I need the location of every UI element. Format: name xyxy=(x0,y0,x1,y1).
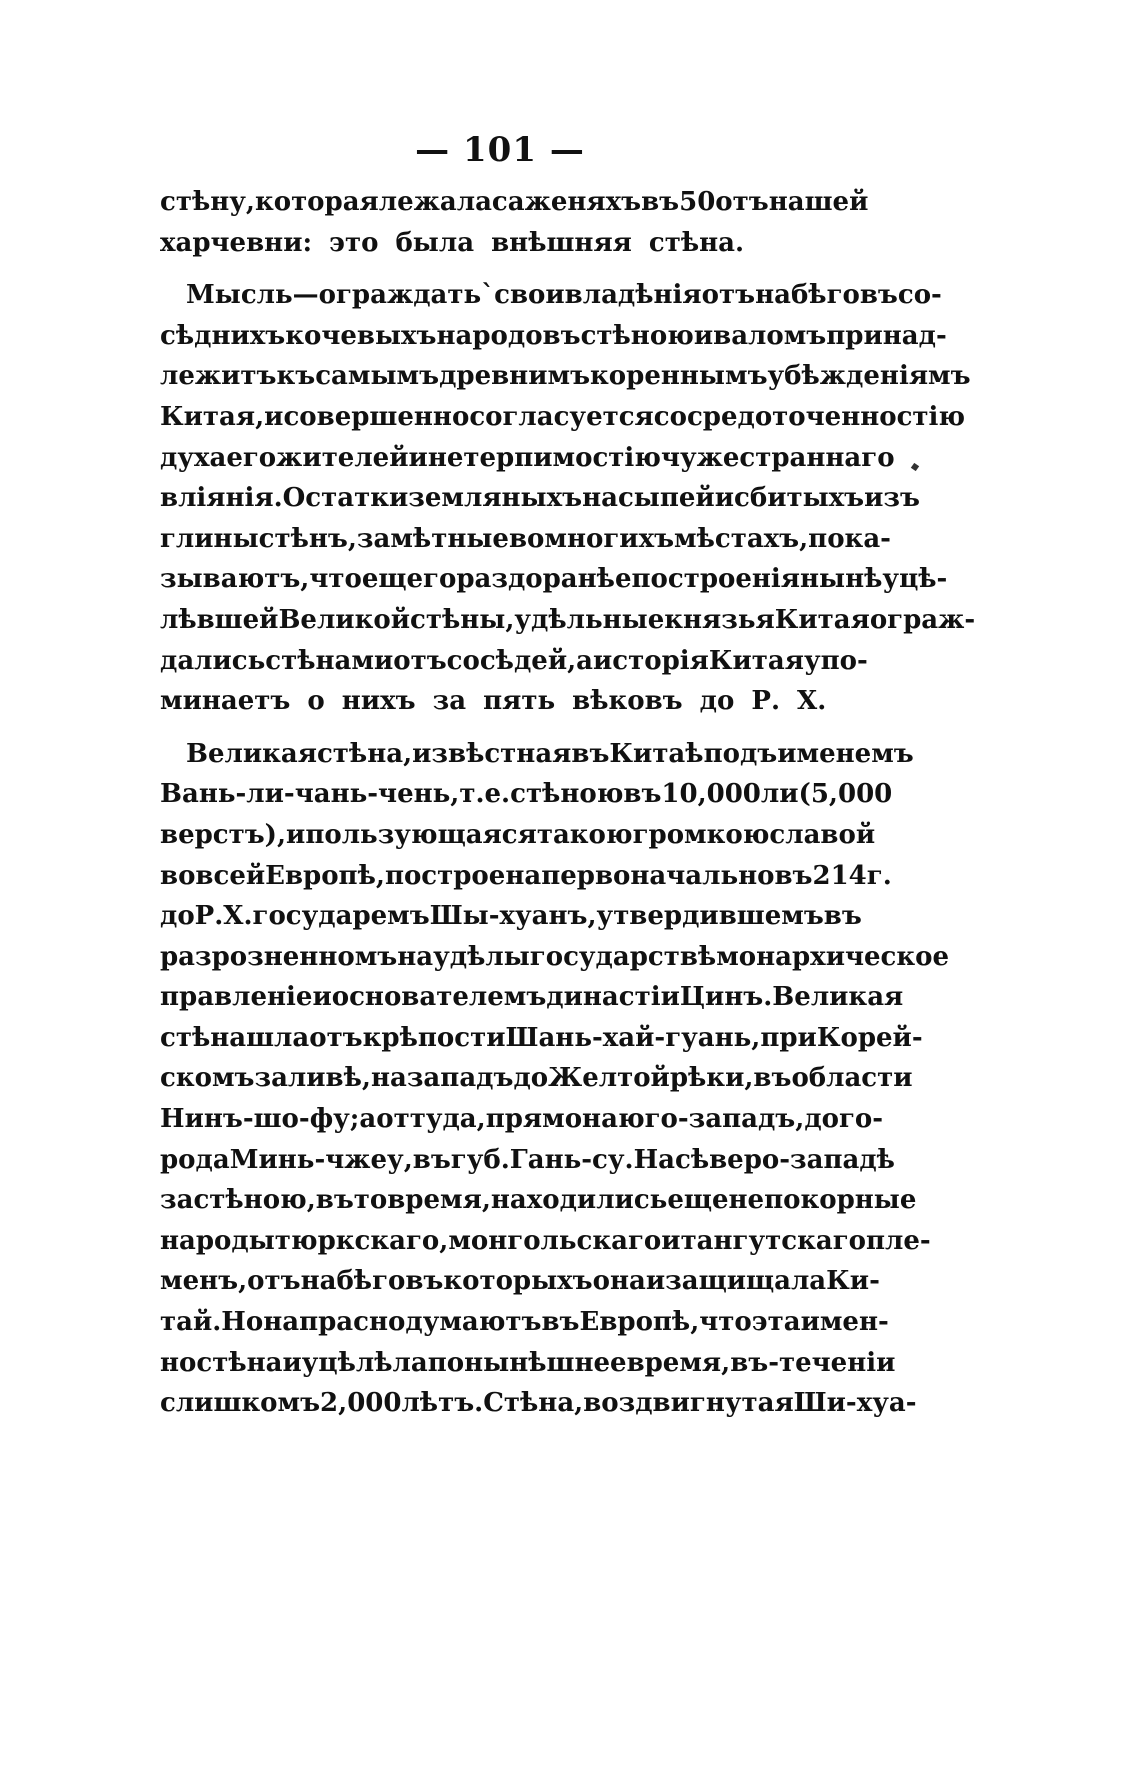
text-line: глины стѣнъ, замѣтные во многихъ мѣстахъ, пока- xyxy=(160,523,891,554)
text-line: рода Минь-чжеу, въ губ. Гань-су. На сѣверо-западѣ xyxy=(160,1144,895,1175)
text-line: до Р. Х. государемъ Шы-хуанъ, утвердившемъ въ xyxy=(160,901,862,932)
text-line: верстъ) , и пользующаяся такою громкою славой xyxy=(160,819,876,850)
text-line: Великая стѣна, извѣстная въ Китаѣ подъ именемъ xyxy=(186,738,914,769)
text-line: тай. Но напрасно думаютъ въ Европѣ, что эта имен- xyxy=(160,1307,889,1338)
text-line: стѣну, которая лежала саженяхъ въ 50 отъ нашей xyxy=(160,187,869,217)
text-line: харчевни: это была внѣшняя стѣна. xyxy=(160,227,745,258)
text-line: слишкомъ 2,000 лѣтъ. Стѣна, воздвигнутая Ши-хуа- xyxy=(160,1388,917,1419)
text-line: Нинъ-шо-фу; а оттуда, прямо на юго-западъ, до го- xyxy=(160,1104,884,1135)
text-line: скомъ заливѣ, на западъ до Желтой рѣки, въ области xyxy=(160,1063,913,1094)
text-line: Вань-ли-чань-чень, т. е. стѣною въ 10,000 ли (5,000 xyxy=(160,779,893,810)
text-line: Мысль—ограждать` свои владѣнія отъ набѣговъ со- xyxy=(186,280,942,311)
text-line: народы тюркскаго, монгольскаго и тангутскаго пле- xyxy=(160,1225,931,1256)
text-line: за стѣною, въ то время, находились еще непокорные xyxy=(160,1185,917,1216)
text-line: Китая, и совершенно согласуется со средоточенностію xyxy=(160,401,966,432)
text-line: духа его жителей и нетерпимостію чужестраннаго xyxy=(160,442,895,473)
text-line: лежитъ къ самымъ древнимъ кореннымъ убѣжденіямъ xyxy=(160,361,971,392)
page-number: — 101 — xyxy=(415,130,585,170)
text-line: правленіе и основателемъ династіи Цинъ. Великая xyxy=(160,982,904,1013)
text-line: сѣднихъ кочевыхъ народовъ стѣною и валомъ принад- xyxy=(160,320,947,351)
ink-speck xyxy=(911,463,919,471)
text-line: во всей Европѣ, построена первоначально въ 214 г. xyxy=(160,860,892,891)
text-line: менъ, отъ набѣговъ которыхъ она и защищала Ки- xyxy=(160,1266,880,1297)
body-text xyxy=(160,182,976,1424)
text-line: вліянія. Остатки земляныхъ насыпей и сбитыхъ изъ xyxy=(160,483,920,514)
text-line: лѣвшей Великой стѣны, удѣльные князья Китая ограж- xyxy=(160,604,976,635)
text-line: зываютъ, что еще гораздо ранѣе построенія нынѣ уцѣ- xyxy=(160,564,948,595)
text-line: стѣна шла отъ крѣпости Шань-хай-гуань, при Корей- xyxy=(160,1022,923,1053)
text-line: минаетъ о нихъ за пять вѣковъ до Р. Х. xyxy=(160,686,827,717)
text-line: но стѣна и уцѣлѣла по нынѣшнее время, въ-теченіи xyxy=(160,1347,896,1378)
text-line: разрозненномъ на удѣлы государствѣ монархическое xyxy=(160,941,950,972)
text-line: дались стѣнами отъ сосѣдей, а исторія Китая упо- xyxy=(160,645,868,676)
